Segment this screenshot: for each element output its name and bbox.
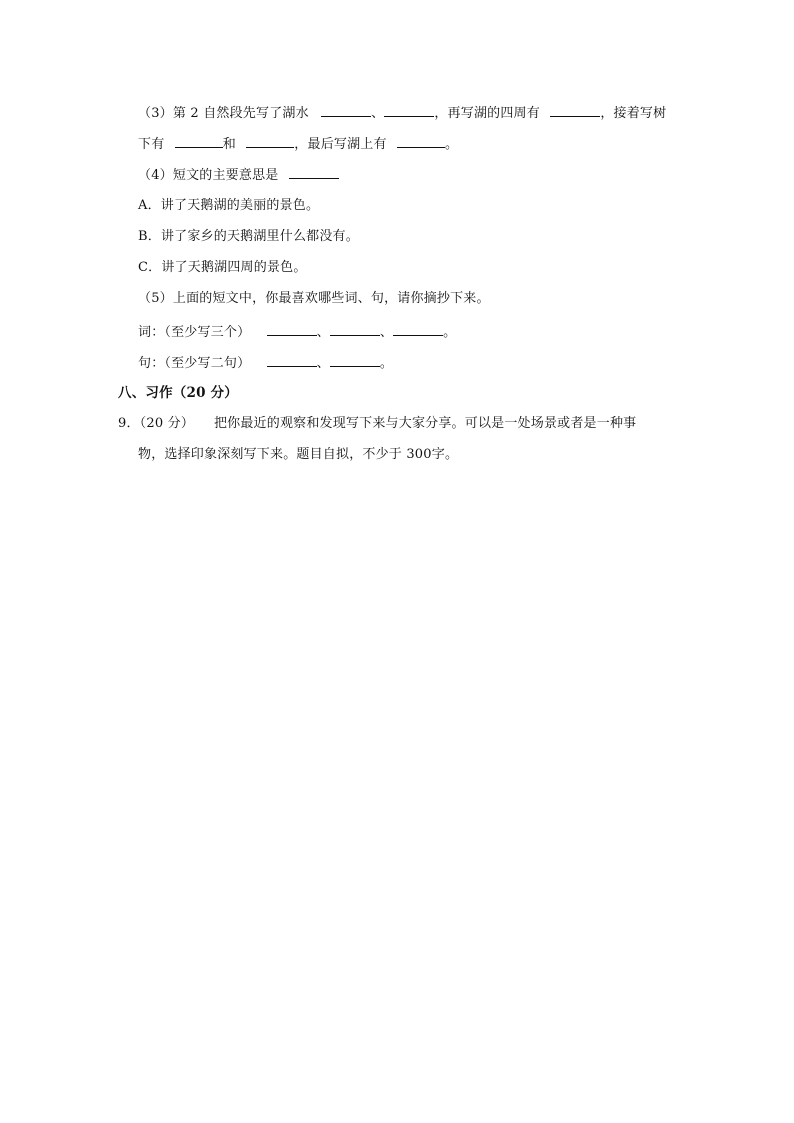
q3-text-4: 下有 bbox=[138, 137, 165, 152]
q5-sentences-sep: 、 bbox=[316, 356, 330, 371]
q4-answer-blank[interactable] bbox=[289, 166, 339, 179]
q3-blank-4[interactable] bbox=[175, 135, 223, 148]
q9-text-line-1: 9．（20 分） 把你最近的观察和发现写下来与大家分享。可以是一处场景或者是一种事 bbox=[118, 416, 637, 431]
q5-words-line bbox=[138, 323, 456, 341]
q3-blank-5[interactable] bbox=[246, 135, 294, 148]
q5-sentence-blank-2[interactable] bbox=[330, 354, 380, 367]
q5-words-label: 词：（至少写三个） bbox=[138, 325, 251, 340]
q4-stem: （4）短文的主要意思是 bbox=[138, 168, 279, 183]
q4-stem-line bbox=[138, 166, 339, 184]
q3-text-6: ，最后写湖上有 bbox=[294, 137, 387, 152]
q4-option-a[interactable]: A．讲了天鹅湖的美丽的景色。 bbox=[138, 198, 320, 213]
q5-word-blank-1[interactable] bbox=[267, 323, 317, 336]
q5-word-blank-2[interactable] bbox=[330, 323, 380, 336]
q3-text-7: 。 bbox=[445, 137, 459, 152]
q5-sentences-line bbox=[138, 354, 393, 372]
q9-text-line-2: 物，选择印象深刻写下来。题目自拟，不少于 300字。 bbox=[138, 447, 459, 462]
q5-words-end: 。 bbox=[443, 325, 457, 340]
q5-sentence-blank-1[interactable] bbox=[267, 354, 317, 367]
q3-blank-2[interactable] bbox=[384, 104, 434, 117]
q3-line-2 bbox=[138, 135, 458, 153]
q3-blank-1[interactable] bbox=[321, 104, 371, 117]
q3-text-2: ，再写湖的四周有 bbox=[434, 106, 540, 121]
q3-text-1: （3）第 2 自然段先写了湖水 bbox=[138, 106, 309, 121]
q5-words-sep-2: 、 bbox=[379, 325, 394, 340]
section-heading: 八、习作（20 分） bbox=[118, 385, 238, 401]
q5-word-blank-3[interactable] bbox=[393, 323, 443, 336]
q3-text-3: ，接着写树 bbox=[600, 106, 667, 121]
q3-line-1 bbox=[138, 104, 666, 122]
q3-text-5: 和 bbox=[222, 137, 236, 152]
q5-sentences-label: 句：（至少写二句） bbox=[138, 356, 251, 371]
q3-separator: 、 bbox=[371, 106, 385, 121]
q4-option-c[interactable]: C．讲了天鹅湖四周的景色。 bbox=[138, 260, 307, 275]
q4-option-b[interactable]: B．讲了家乡的天鹅湖里什么都没有。 bbox=[138, 229, 359, 244]
q3-blank-6[interactable] bbox=[397, 135, 445, 148]
q3-blank-3[interactable] bbox=[550, 104, 600, 117]
q5-sentences-end: 。 bbox=[379, 356, 394, 371]
q5-stem: （5）上面的短文中，你最喜欢哪些词、句，请你摘抄下来。 bbox=[138, 291, 490, 306]
q5-words-sep-1: 、 bbox=[316, 325, 330, 340]
